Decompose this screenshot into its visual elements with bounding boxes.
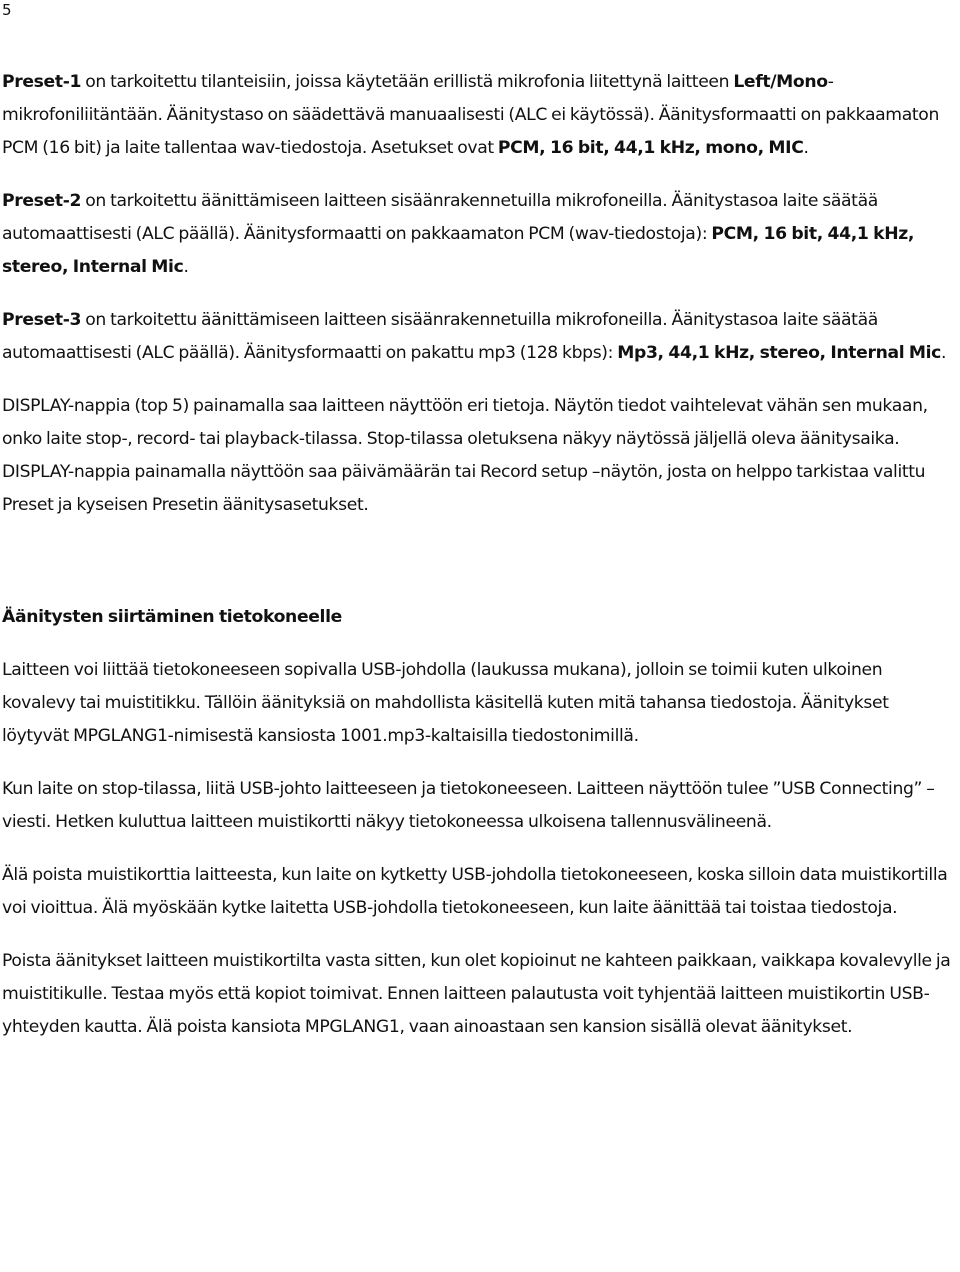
document-body xyxy=(2,66,954,1064)
preset-2-label: Preset-2 xyxy=(2,191,82,211)
section-spacer xyxy=(2,542,954,601)
preset-3-label: Preset-3 xyxy=(2,310,82,330)
paragraph-warning: Älä poista muistikorttia laitteesta, kun laite on kytketty USB-johdolla tietokoneeseen, koska silloin data muistikortilla voi vioittua. Älä myöskään kytke laitetta USB-johdolla tietokoneeseen, kun laite äänittää tai toistaa tiedostoja. xyxy=(2,865,948,918)
paragraph-preset-1: Preset-1 on tarkoitettu tilanteisiin, joissa käytetään erillistä mikrofonia liitettynä laitteen Left/Mono-mikrofoniliitäntään. Äänitystaso on säädettävä manuaalisesti (ALC ei käytössä). Äänitysformaatti on pakkaamaton PCM (16 bit) ja laite tallentaa wav-tiedostoja. Asetukset ovat PCM, 16 bit, 44,1 kHz, mono, MIC. xyxy=(2,72,939,158)
paragraph-preset-3: Preset-3 on tarkoitettu äänittämiseen laitteen sisäänrakennetuilla mikrofoneilla. Äänitystasoa laite säätää automaattisesti (ALC päällä). Äänitysformaatti on pakattu mp3 (128 kbps): Mp3, 44,1 kHz, stereo, Internal Mic. xyxy=(2,310,947,363)
paragraph-usb-connect: Laitteen voi liittää tietokoneeseen sopivalla USB-johdolla (laukussa mukana), jolloin se toimii kuten ulkoinen kovalevy tai muistitikku. Tällöin äänityksiä on mahdollista käsitellä kuten mitä tahansa tiedostoja. Äänitykset löytyvät MPGLANG1-nimisestä kansiosta 1001.mp3-kaltaisilla tiedostonimillä. xyxy=(2,660,889,746)
preset-3-settings: Mp3, 44,1 kHz, stereo, Internal Mic xyxy=(617,343,942,363)
left-mono-label: Left/Mono xyxy=(733,72,828,92)
paragraph-delete: Poista äänitykset laitteen muistikortilta vasta sitten, kun olet kopioinut ne kahteen paikkaan, vaikkapa kovalevylle ja muistitikulle. Testaa myös että kopiot toimivat. Ennen laitteen palautusta voit tyhjentää laitteen muistikortin USB-yhteyden kautta. Älä poista kansiota MPGLANG1, vaan ainoastaan sen kansion sisällä olevat äänitykset. xyxy=(2,951,951,1037)
preset-1-settings: PCM, 16 bit, 44,1 kHz, mono, MIC xyxy=(497,138,804,158)
paragraph-stop-mode: Kun laite on stop-tilassa, liitä USB-johto laitteeseen ja tietokoneeseen. Laitteen näyttöön tulee ”USB Connecting” –viesti. Hetken kuluttua laitteen muistikortti näkyy tietokoneessa ulkoisena tallennusvälineenä. xyxy=(2,779,935,832)
paragraph-preset-2: Preset-2 on tarkoitettu äänittämiseen laitteen sisäänrakennetuilla mikrofoneilla. Äänitystasoa laite säätää automaattisesti (ALC päällä). Äänitysformaatti on pakkaamaton PCM (wav-tiedostoja): PCM, 16 bit, 44,1 kHz, stereo, Internal Mic. xyxy=(2,191,915,277)
preset-1-label: Preset-1 xyxy=(2,72,82,92)
page-number: 5 xyxy=(2,1,12,19)
paragraph-display: DISPLAY-nappia (top 5) painamalla saa laitteen näyttöön eri tietoja. Näytön tiedot vaihtelevat vähän sen mukaan, onko laite stop-, record- tai playback-tilassa. Stop-tilassa oletuksena näkyy näytössä jäljellä oleva äänitysaika. DISPLAY-nappia painamalla näyttöön saa päivämäärän tai Record setup –näytön, josta on helppo tarkistaa valittu Preset ja kyseisen Presetin äänitysasetukset. xyxy=(2,396,928,515)
preset-2-settings: PCM, 16 bit, 44,1 kHz, stereo, Internal Mic xyxy=(2,224,915,277)
section-heading: Äänitysten siirtäminen tietokoneelle xyxy=(2,607,342,627)
